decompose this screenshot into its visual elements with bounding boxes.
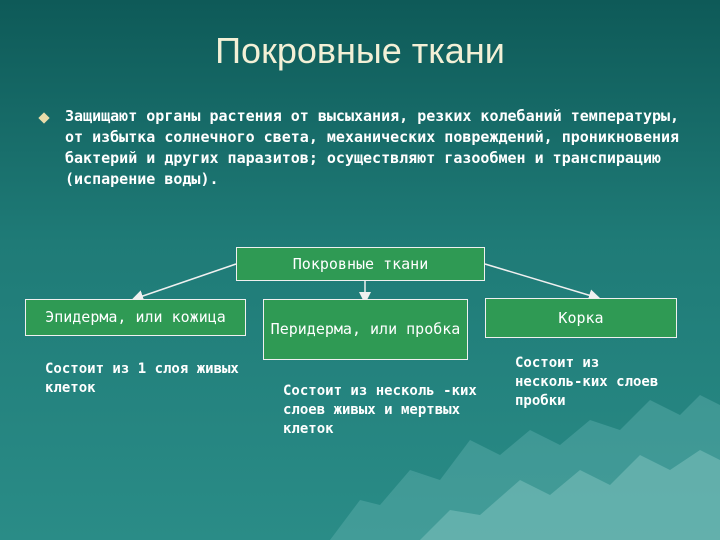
connector-left — [137, 264, 236, 298]
connector-right — [485, 264, 595, 297]
node-epidermis: Эпидерма, или кожица — [25, 299, 246, 336]
periderm-description: Состоит из несколь -ких слоев живых и мертвых клеток — [283, 383, 477, 437]
bullet-paragraph: Защищают органы растения от высыхания, резких колебаний температуры, от избытка солнечного света, механических повреждений, проникновения бактерий и других паразитов; осуществляют газообмен и транспирацию (испарение воды). — [65, 107, 680, 188]
epidermis-description: Состоит из 1 слоя живых клеток — [45, 361, 239, 396]
node-bark: Корка — [485, 298, 677, 338]
page-title: Покровные ткани — [215, 30, 505, 71]
root-node: Покровные ткани — [236, 247, 485, 281]
bark-description: Состоит из несколь-ких слоев пробки — [515, 355, 659, 409]
node-periderm: Перидерма, или пробка — [263, 299, 468, 360]
